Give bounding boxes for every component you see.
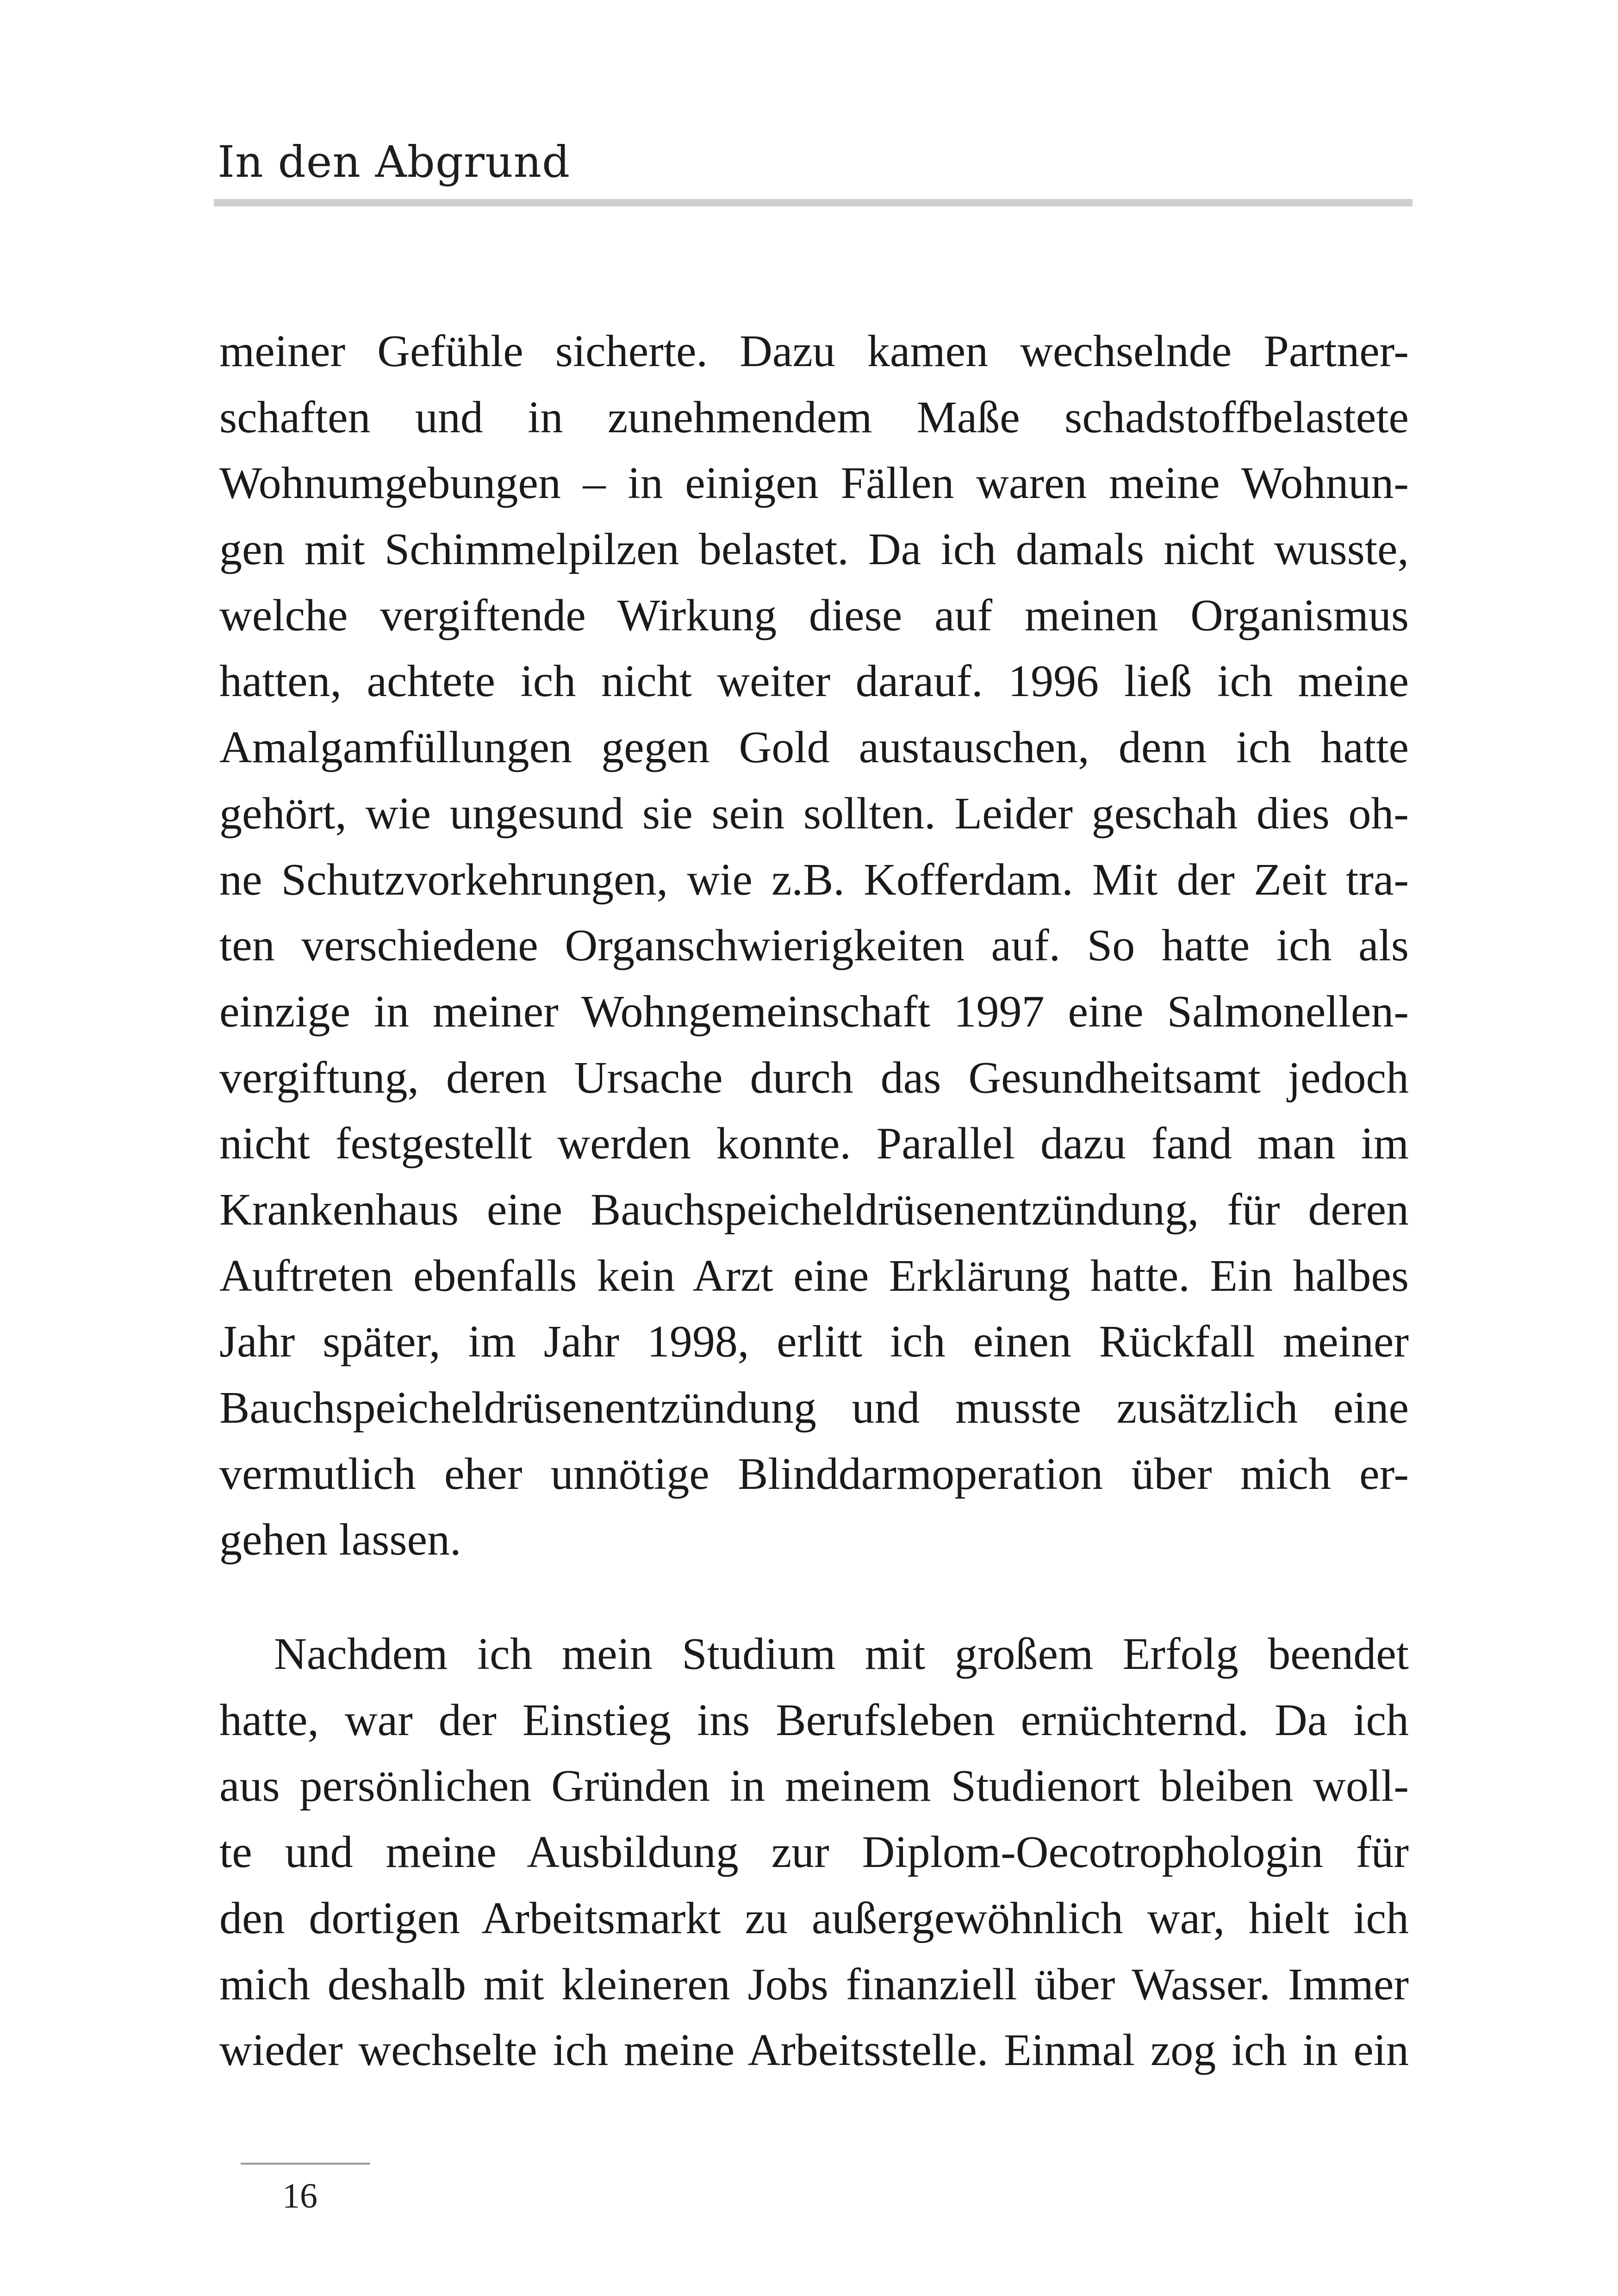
text-line: vermutlich eher unnötige Blinddarmoperation über mich er- — [219, 1449, 1409, 1499]
running-header: In den Abgrund — [218, 137, 571, 187]
footer-rule — [241, 2163, 370, 2165]
text-line: meiner Gefühle sicherte. Dazu kamen wechselnde Partner- — [219, 326, 1409, 376]
text-line: einzige in meiner Wohngemeinschaft 1997 eine Salmonellen- — [219, 986, 1409, 1037]
text-line: gehen lassen. — [219, 1515, 461, 1565]
text-line: wieder wechselte ich meine Arbeitsstelle. Einmal zog ich in ein — [219, 2025, 1409, 2076]
text-line: Krankenhaus eine Bauchspeicheldrüsenentzündung, für deren — [219, 1184, 1409, 1235]
text-line: nicht festgestellt werden konnte. Parallel dazu fand man im — [219, 1119, 1409, 1169]
paragraph-2 — [219, 1621, 1409, 2084]
text-line: gen mit Schimmelpilzen belastet. Da ich damals nicht wusste, — [219, 524, 1409, 575]
text-line: Wohnumgebungen – in einigen Fällen waren meine Wohnun- — [219, 458, 1409, 509]
text-line: Auftreten ebenfalls kein Arzt eine Erklärung hatte. Ein halbes — [219, 1251, 1409, 1301]
header-rule — [214, 199, 1413, 206]
text-line: ne Schutzvorkehrungen, wie z.B. Kofferdam. Mit der Zeit tra- — [219, 854, 1409, 905]
body-text — [219, 318, 1409, 2084]
text-line: hatten, achtete ich nicht weiter darauf. 1996 ließ ich meine — [219, 656, 1409, 707]
text-line: ten verschiedene Organschwierigkeiten auf. So hatte ich als — [219, 921, 1409, 971]
text-line: te und meine Ausbildung zur Diplom-Oecotrophologin für — [219, 1827, 1409, 1878]
text-line: aus persönlichen Gründen in meinem Studienort bleiben woll- — [219, 1761, 1409, 1811]
text-line: vergiftung, deren Ursache durch das Gesundheitsamt jedoch — [219, 1052, 1409, 1103]
text-line: gehört, wie ungesund sie sein sollten. Leider geschah dies oh- — [219, 788, 1409, 839]
text-line: mich deshalb mit kleineren Jobs finanziell über Wasser. Immer — [219, 1959, 1409, 2010]
text-line: Amalgamfüllungen gegen Gold austauschen, denn ich hatte — [219, 722, 1409, 773]
text-line: den dortigen Arbeitsmarkt zu außergewöhnlich war, hielt ich — [219, 1893, 1409, 1943]
text-line: hatte, war der Einstieg ins Berufsleben ernüchternd. Da ich — [219, 1695, 1409, 1745]
paragraph-1 — [219, 318, 1409, 1573]
text-line: schaften und in zunehmendem Maße schadstoffbelastete — [219, 392, 1409, 442]
text-line: Bauchspeicheldrüsenentzündung und musste zusätzlich eine — [219, 1383, 1409, 1433]
text-line: welche vergiftende Wirkung diese auf meinen Organismus — [219, 590, 1409, 641]
page-number: 16 — [282, 2177, 317, 2215]
text-line: Jahr später, im Jahr 1998, erlitt ich einen Rückfall meiner — [219, 1317, 1409, 1367]
text-line: Nachdem ich mein Studium mit großem Erfolg beendet — [274, 1629, 1409, 1680]
